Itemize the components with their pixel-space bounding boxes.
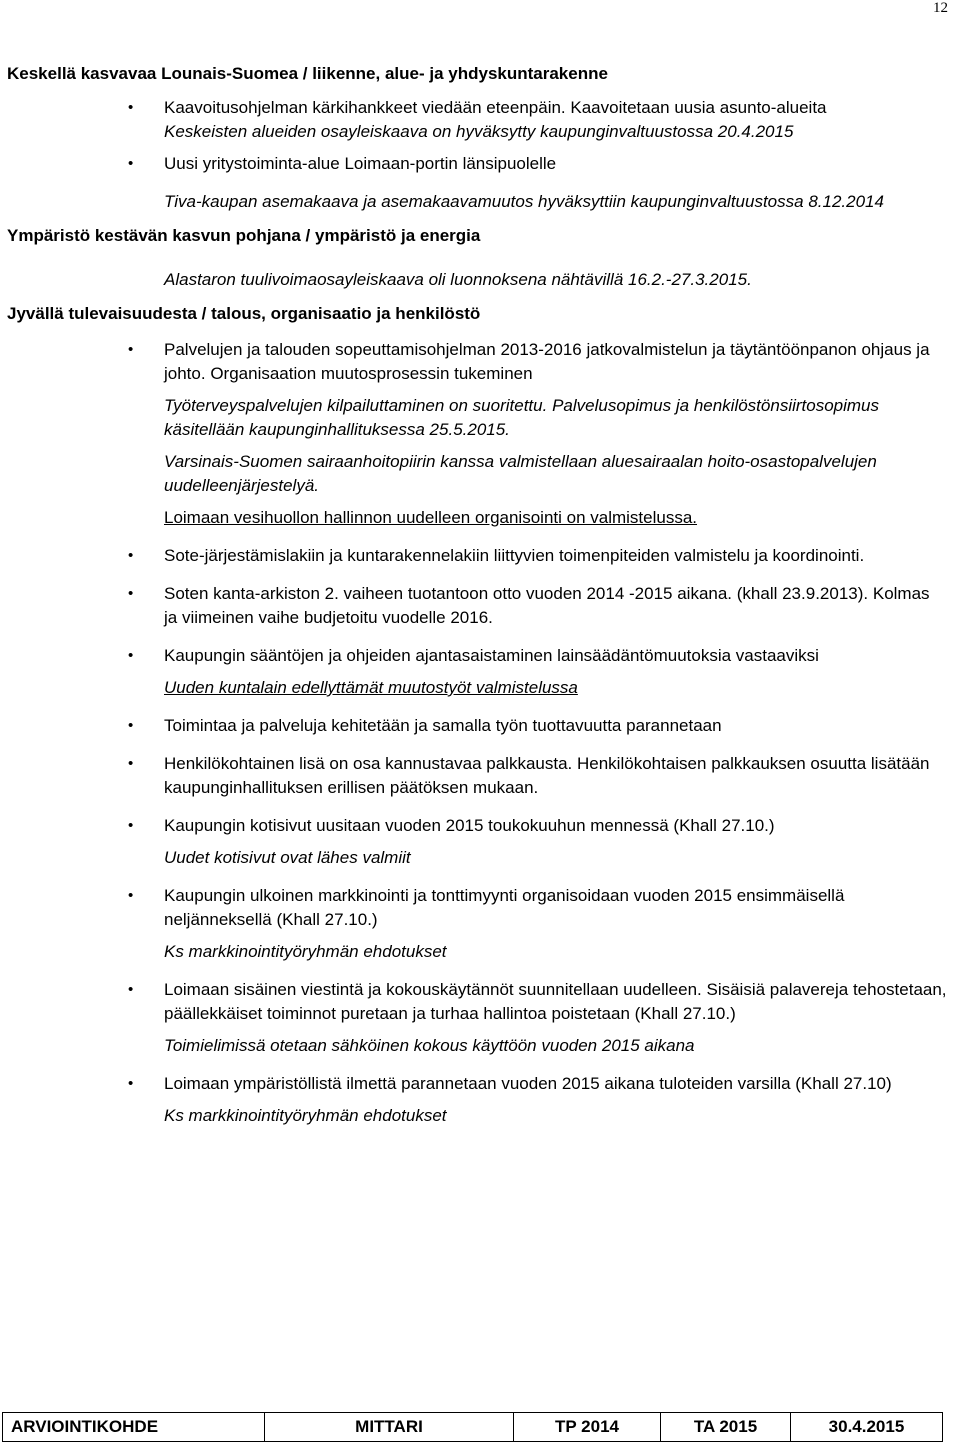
note-sahkoinen-kokous: Toimielimissä otetaan sähköinen kokous käyttöön vuoden 2015 aikana	[164, 1036, 695, 1055]
section-heading-ymparisto: Ympäristö kestävän kasvun pohjana / ympäristö ja energia	[7, 226, 481, 245]
bullet-sopeuttamisohjelma: • Palvelujen ja talouden sopeuttamisohjelman 2013-2016 jatkovalmistelun ja täytäntöönpanon ohjaus ja johto. Organisaation muutosprosessin tukeminen	[7, 338, 947, 386]
bullet-sote-jarjestamislaki: • Sote-järjestämislakiin ja kuntarakennelakiin liittyvien toimenpiteiden valmistelu ja koordinointi.	[7, 544, 947, 568]
bullet-ymparistollinen-ilme: • Loimaan ympäristöllistä ilmettä parannetaan vuoden 2015 aikana tuloteiden varsilla (Khall 27.10)	[7, 1072, 947, 1096]
table-row	[3, 1413, 943, 1442]
bullet-henkilokohtainen-lisa: • Henkilökohtainen lisä on osa kannustavaa palkkausta. Henkilökohtaisen palkkauksen osuutta lisätään kaupunginhallituksen erillisen päätöksen mukaan.	[7, 752, 947, 800]
column-arviointikohde: ARVIOINTIKOHDE	[3, 1413, 265, 1442]
note-kotisivut: Uudet kotisivut ovat lähes valmiit	[164, 848, 411, 867]
note-tuulivoimaosayleiskaava: Alastaron tuulivoimaosayleiskaava oli luonnoksena nähtävillä 16.2.-27.3.2015.	[164, 270, 752, 289]
bullet-kaavoitusohjelma: • Kaavoitusohjelman kärkihankkeet viedään eteenpäin. Kaavoitetaan uusia asunto-alueita	[7, 96, 947, 120]
document-body	[7, 62, 947, 1128]
page-number: 12	[933, 0, 948, 16]
note-kuntalaki: Uuden kuntalain edellyttämät muutostyöt valmistelussa	[164, 678, 578, 697]
note-tiva-kaupan-asemakaava: Tiva-kaupan asemakaava ja asemakaavamuutos hyväksyttiin kaupunginvaltuustossa 8.12.2014	[164, 192, 884, 211]
evaluation-table-header	[2, 1412, 943, 1442]
bullet-markkinointi: • Kaupungin ulkoinen markkinointi ja tonttimyynti organisoidaan vuoden 2015 ensimmäisellä neljänneksellä (Khall 27.10.)	[7, 884, 947, 932]
note-vesihuolto: Loimaan vesihuollon hallinnon uudelleen organisointi on valmistelussa.	[164, 508, 698, 527]
bullet-saannot-ohjeet: • Kaupungin sääntöjen ja ohjeiden ajantasaistaminen lainsäädäntömuutoksia vastaaviksi	[7, 644, 947, 668]
section-heading-talous-organisaatio: Jyvällä tulevaisuudesta / talous, organisaatio ja henkilöstö	[7, 304, 481, 323]
section-heading-lounais-suomi: Keskellä kasvavaa Lounais-Suomea / liikenne, alue- ja yhdyskuntarakenne	[7, 64, 608, 83]
note-markkinointi: Ks markkinointityöryhmän ehdotukset	[164, 942, 447, 961]
bullet-kotisivut: • Kaupungin kotisivut uusitaan vuoden 2015 toukokuuhun mennessä (Khall 27.10.)	[7, 814, 947, 838]
note-markkinointi-2: Ks markkinointityöryhmän ehdotukset	[164, 1106, 447, 1125]
note-sairaanhoitopiiri: Varsinais-Suomen sairaanhoitopiirin kanssa valmistellaan aluesairaalan hoito-osastopalvelujen uudelleenjärjestelyä.	[164, 452, 877, 495]
bullet-yritystoiminta-alue: • Uusi yritystoiminta-alue Loimaan-portin länsipuolelle	[7, 152, 947, 176]
column-date: 30.4.2015	[791, 1413, 943, 1442]
bullet-tuottavuus: • Toimintaa ja palveluja kehitetään ja samalla työn tuottavuutta parannetaan	[7, 714, 947, 738]
bullet-sisainen-viestinta: • Loimaan sisäinen viestintä ja kokouskäytännöt suunnitellaan uudelleen. Sisäisiä palavereja tehostetaan, päällekkäiset toiminnot puretaan ja turhaa hallintoa poistetaan (Khall 27.10.)	[7, 978, 947, 1026]
note-tyoterveyspalvelut: Työterveyspalvelujen kilpailuttaminen on suoritettu. Palvelusopimus ja henkilöstönsiirtosopimus käsitellään kaupunginhallituksessa 25.5.2015.	[164, 396, 880, 439]
note-osayleiskaava: Keskeisten alueiden osayleiskaava on hyväksytty kaupunginvaltuustossa 20.4.2015	[164, 122, 794, 141]
column-mittari: MITTARI	[265, 1413, 514, 1442]
column-ta-2015: TA 2015	[661, 1413, 791, 1442]
bullet-kanta-arkisto: • Soten kanta-arkiston 2. vaiheen tuotantoon otto vuoden 2014 -2015 aikana. (khall 23.9.2013). Kolmas ja viimeinen vaihe budjetoitu vuodelle 2016.	[7, 582, 947, 630]
column-tp-2014: TP 2014	[514, 1413, 661, 1442]
